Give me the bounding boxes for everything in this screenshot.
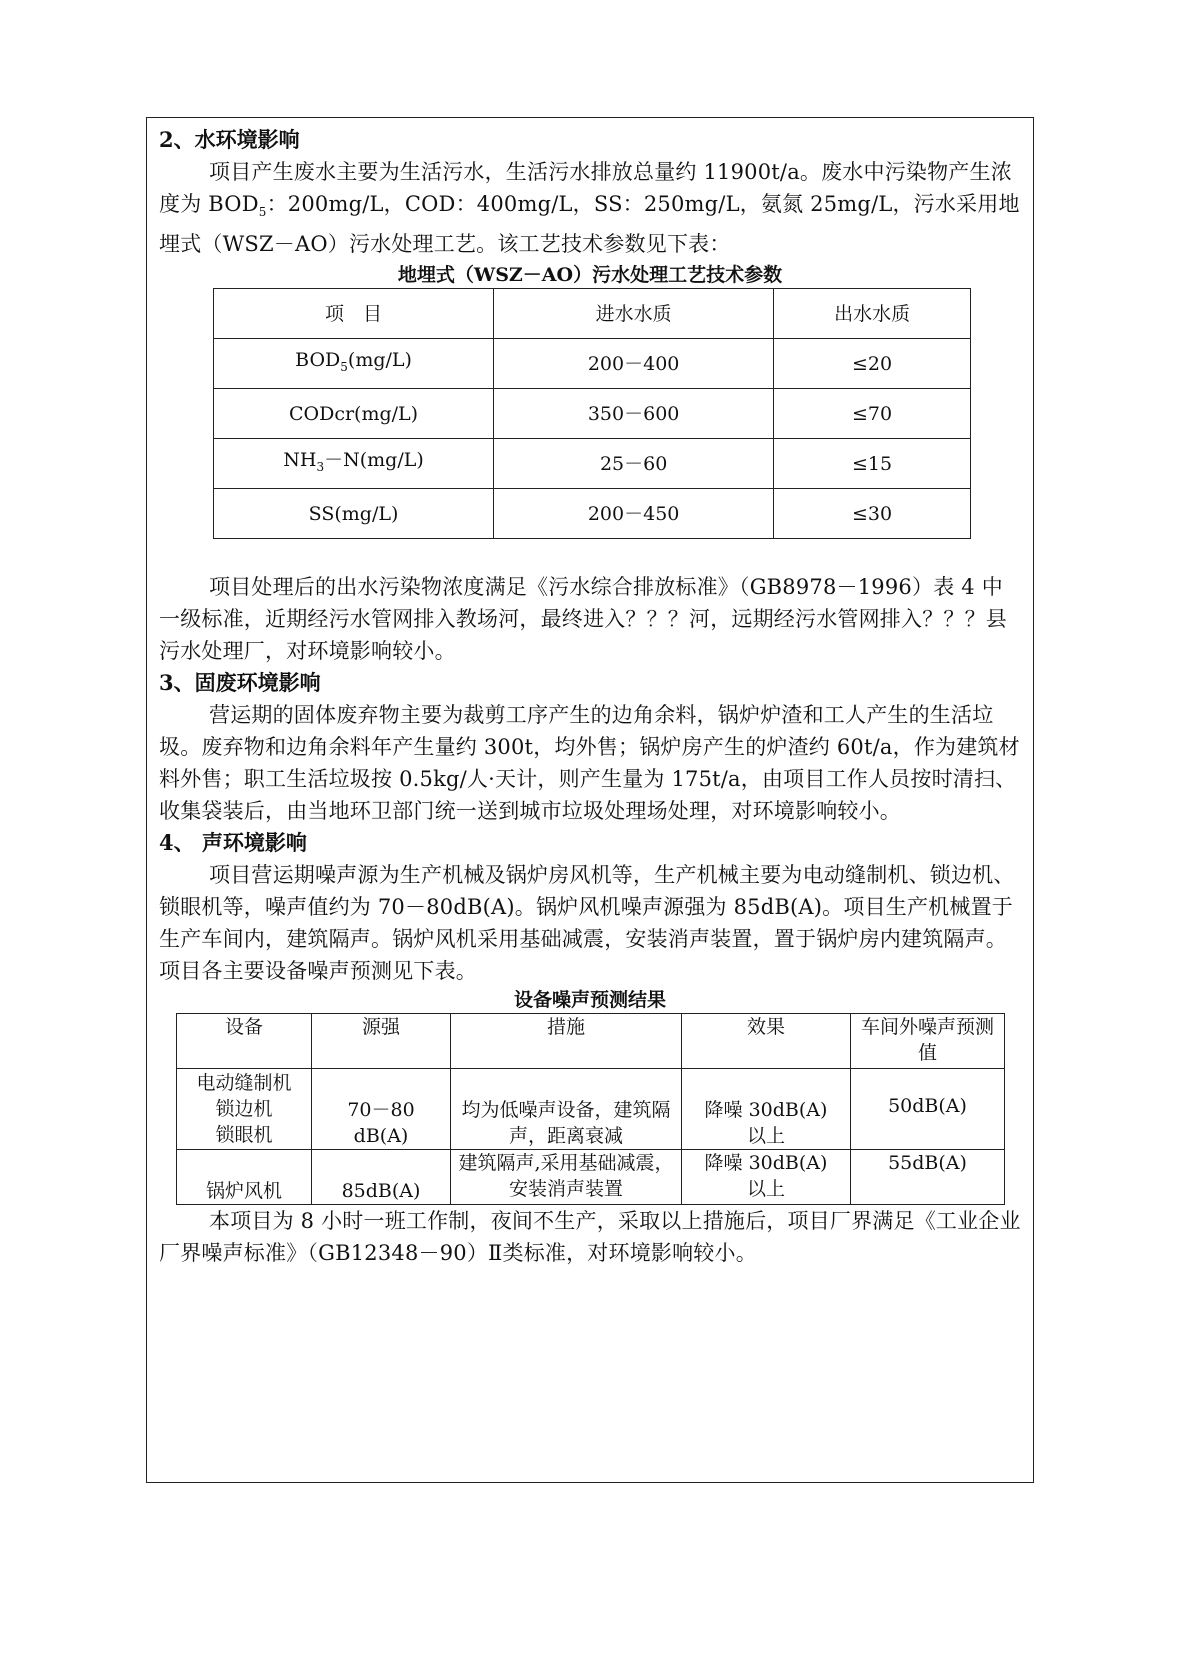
table-cell: CODcr(mg/L) bbox=[214, 389, 494, 439]
table-cell: SS(mg/L) bbox=[214, 489, 494, 539]
table-cell: 350－600 bbox=[494, 389, 774, 439]
table-cell: 25－60 bbox=[494, 439, 774, 489]
table-caption-noise: 设备噪声预测结果 bbox=[513, 989, 666, 1012]
table-cell: $BOD_5(mg/L)$ bbox=[214, 339, 494, 389]
table-cell: ≤20 bbox=[774, 339, 971, 389]
table-cell: 电动缝制机 锁边机 锁眼机 bbox=[177, 1069, 312, 1150]
table-cell: ≤15 bbox=[774, 439, 971, 489]
table-row bbox=[214, 339, 971, 389]
table-cell: ≤30 bbox=[774, 489, 971, 539]
table-row bbox=[214, 389, 971, 439]
header-cell: 措施 bbox=[451, 1014, 682, 1069]
header-cell: 项 目 bbox=[214, 289, 494, 339]
header-cell: 车间外噪声预测值 bbox=[851, 1014, 1005, 1069]
table-cell: 200－450 bbox=[494, 489, 774, 539]
header-cell: 出水水质 bbox=[774, 289, 971, 339]
table-cell: ≤70 bbox=[774, 389, 971, 439]
table-row bbox=[214, 439, 971, 489]
table-cell: 建筑隔声,采用基础减震，安装消声装置 bbox=[451, 1150, 682, 1205]
paragraph-water-intro: 项目产生废水主要为生活污水，生活污水排放总量约 11900t/a。废水中污染物产生浓度为 $BOD_5$：200mg/L，COD：400mg/L，SS：250mg/L，氨氮 25mg/L，污水采用地埋式（WSZ－AO）污水处理工艺。该工艺技术参数见下表： bbox=[159, 160, 1020, 257]
table-cell: 降噪 30dB(A) 以上 bbox=[682, 1069, 851, 1150]
table-caption-water: 地埋式（WSZ－AO）污水处理工艺技术参数 bbox=[397, 264, 783, 287]
section-heading-solid-waste: 3、固废环境影响 bbox=[159, 670, 321, 696]
section-heading-water: 2、水环境影响 bbox=[159, 127, 300, 152]
table-cell: 55dB(A) bbox=[851, 1150, 1005, 1205]
table-cell: 200－400 bbox=[494, 339, 774, 389]
paragraph-water-result: 项目处理后的出水污染物浓度满足《污水综合排放标准》（GB8978－1996）表 4 中一级标准，近期经污水管网排入教场河，最终进入？？？河，远期经污水管网排入？？？县污水处理厂，对环境影响较小。 bbox=[159, 575, 1007, 664]
table-row bbox=[177, 1150, 1005, 1205]
table-row bbox=[214, 489, 971, 539]
table-cell: 50dB(A) bbox=[851, 1069, 1005, 1150]
document-frame bbox=[146, 117, 1034, 1483]
table-header-row bbox=[214, 289, 971, 339]
table-cell: 均为低噪声设备，建筑隔声，距离衰减 bbox=[451, 1069, 682, 1150]
header-cell: 进水水质 bbox=[494, 289, 774, 339]
table-cell: 85dB(A) bbox=[312, 1150, 451, 1205]
section-heading-noise: 4、 声环境影响 bbox=[159, 830, 307, 856]
header-cell: 设备 bbox=[177, 1014, 312, 1069]
table-row bbox=[177, 1069, 1005, 1150]
table-cell: 70－80 dB(A) bbox=[312, 1069, 451, 1150]
table-header-row bbox=[177, 1014, 1005, 1069]
table-cell: 降噪 30dB(A) 以上 bbox=[682, 1150, 851, 1205]
paragraph-solid-waste: 营运期的固体废弃物主要为裁剪工序产生的边角余料，锅炉炉渣和工人产生的生活垃圾。废弃物和边角余料年产生量约 300t，均外售；锅炉房产生的炉渣约 60t/a，作为建筑材料外售；职工生活垃圾按 0.5kg/人·天计，则产生量为 175t/a，由项目工作人员按时清扫、收集袋装后，由当地环卫部门统一送到城市垃圾处理场处理，对环境影响较小。 bbox=[159, 703, 1020, 824]
table-cell: $NH_3-N(mg/L)$ bbox=[214, 439, 494, 489]
header-cell: 效果 bbox=[682, 1014, 851, 1069]
noise-prediction-table bbox=[176, 1013, 1005, 1205]
table-cell: 锅炉风机 bbox=[177, 1150, 312, 1205]
water-params-table bbox=[213, 288, 971, 539]
document-content bbox=[159, 124, 1021, 1269]
header-cell: 源强 bbox=[312, 1014, 451, 1069]
paragraph-noise-conclusion: 本项目为 8 小时一班工作制，夜间不生产，采取以上措施后，项目厂界满足《工业企业厂界噪声标准》（GB12348－90）Ⅱ类标准，对环境影响较小。 bbox=[159, 1209, 1021, 1266]
paragraph-noise-intro: 项目营运期噪声源为生产机械及锅炉房风机等，生产机械主要为电动缝制机、锁边机、锁眼机等，噪声值约为 70－80dB(A)。锅炉风机噪声源强为 85dB(A)。项目生产机械置于生产车间内，建筑隔声。锅炉风机采用基础减震，安装消声装置，置于锅炉房内建筑隔声。项目各主要设备噪声预测见下表。 bbox=[159, 863, 1015, 984]
